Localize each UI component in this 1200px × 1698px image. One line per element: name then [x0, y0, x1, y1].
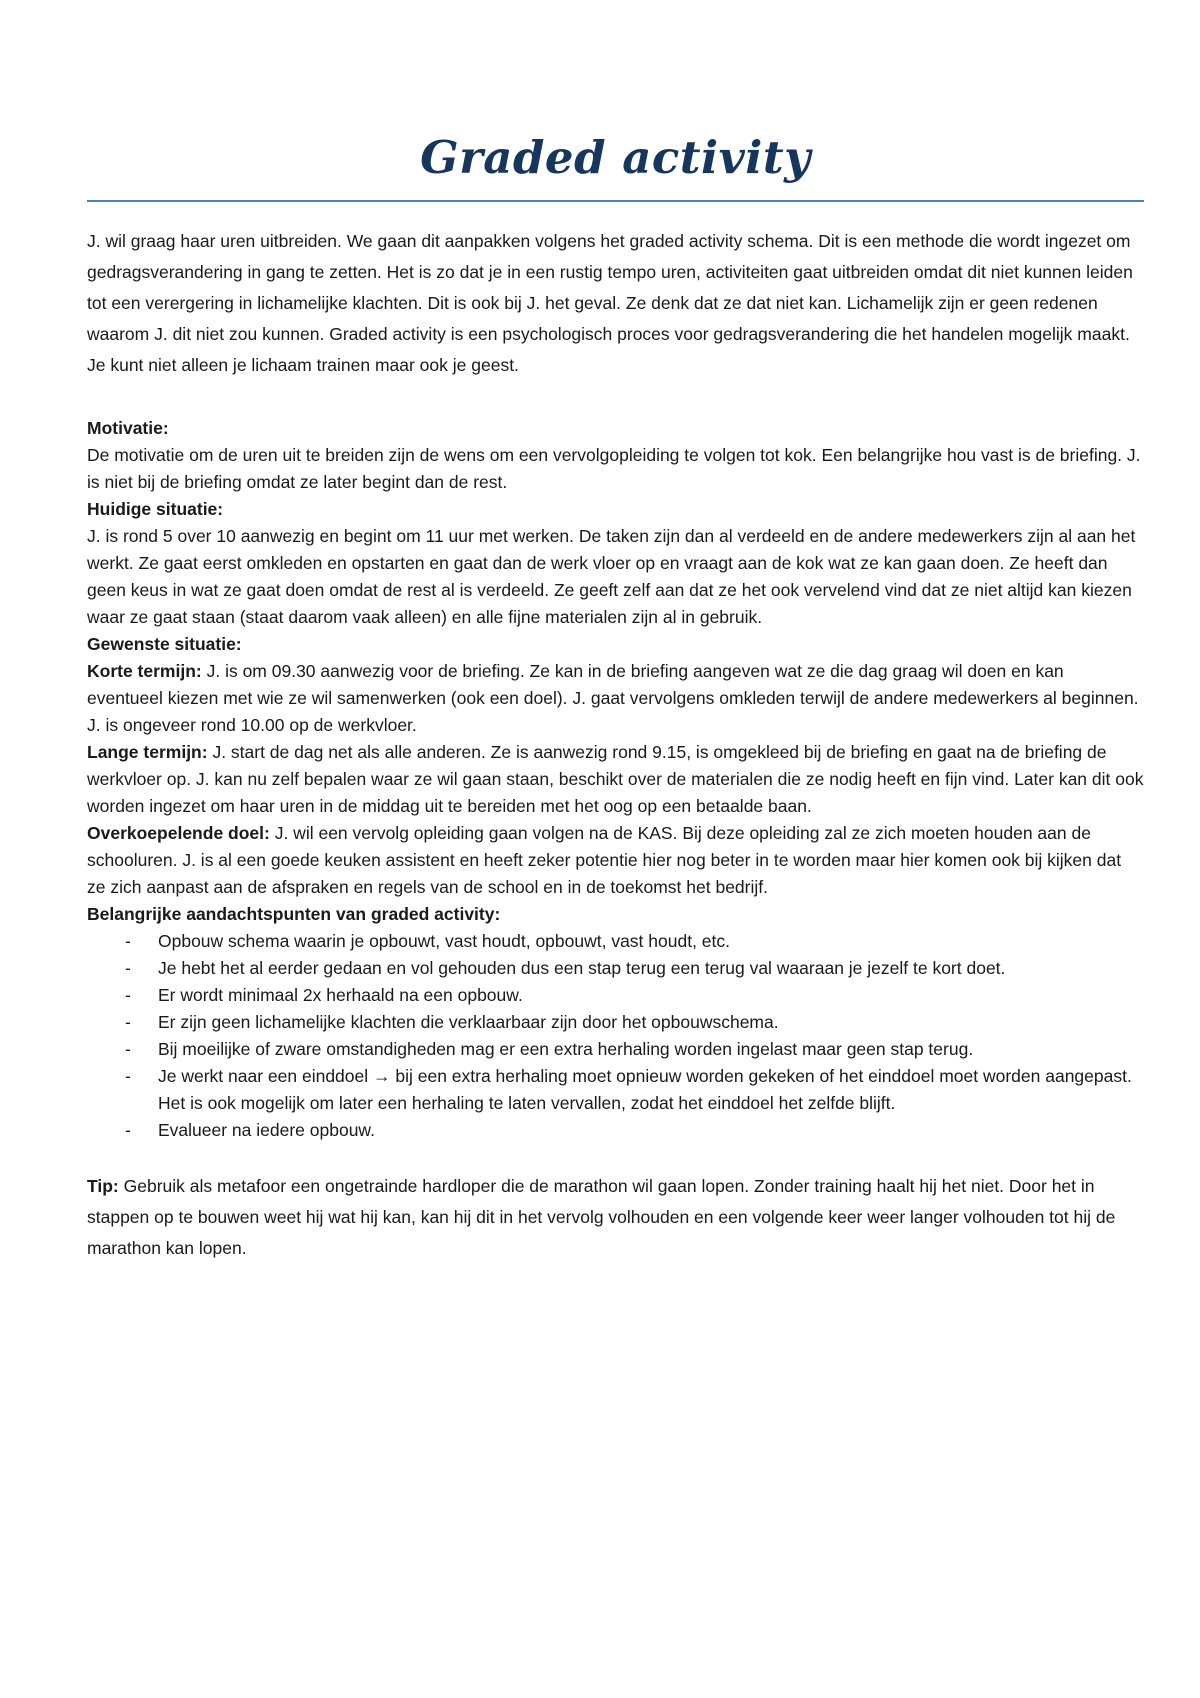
- tip-label: Tip:: [87, 1176, 119, 1196]
- bullet-dash: -: [125, 931, 131, 951]
- bullet-dash: -: [125, 1066, 131, 1086]
- bullet-dash: -: [125, 958, 131, 978]
- bullet-dash: -: [125, 1039, 131, 1059]
- korte-termijn-paragraph: [87, 658, 1144, 739]
- list-item: - Opbouw schema waarin je opbouwt, vast houdt, opbouwt, vast houdt, etc.: [87, 928, 1144, 955]
- document-page: [87, 128, 1144, 1264]
- huidige-situatie-heading: Huidige situatie:: [87, 499, 224, 519]
- overkoepelende-doel-text: J. wil een vervolg opleiding gaan volgen na de KAS. Bij deze opleiding zal ze zich moeten houden aan de schooluren. J. is al een goede keuken assistent en heeft zeker potentie hier nog beter in te worden maar hier komen ook bij kijken dat ze zich aanpast aan de afspraken en regels van de school en in de toekomst het bedrijf.: [87, 823, 1122, 897]
- gewenste-situatie-heading: Gewenste situatie:: [87, 634, 242, 654]
- bullet-dash: -: [125, 985, 131, 1005]
- motivatie-paragraph: De motivatie om de uren uit te breiden zijn de wens om een vervolgopleiding te volgen tot kok. Een belangrijke hou vast is de briefing. J. is niet bij de briefing omdat ze later begint dan de rest.: [87, 445, 1141, 492]
- aandachtspunten-heading: Belangrijke aandachtspunten van graded activity:: [87, 904, 501, 924]
- bullet-dash: -: [125, 1012, 131, 1032]
- overkoepelende-doel-label: Overkoepelende doel:: [87, 823, 270, 843]
- huidige-situatie-paragraph: J. is rond 5 over 10 aanwezig en begint om 11 uur met werken. De taken zijn dan al verdeeld en de andere medewerkers zijn al aan het werkt. Ze gaat eerst omkleden en opstarten en gaat dan de werk vloer op en vraagt aan de kok wat ze kan gaan doen. Ze heeft dan geen keus in wat ze gaat doen omdat de rest al is verdeeld. Ze geeft zelf aan dat ze het ook vervelend vind dat ze niet altijd kan kiezen waar ze gaat staan (staat daarom vaak alleen) en alle fijne materialen zijn al in gebruik.: [87, 526, 1136, 627]
- list-item: - Er zijn geen lichamelijke klachten die verklaarbaar zijn door het opbouwschema.: [87, 1009, 1144, 1036]
- list-item: - Er wordt minimaal 2x herhaald na een opbouw.: [87, 982, 1144, 1009]
- overkoepelende-doel-paragraph: [87, 820, 1144, 901]
- document-title: Graded activity: [420, 131, 811, 184]
- details-section: [87, 415, 1144, 1144]
- lange-termijn-text: J. start de dag net als alle anderen. Ze is aanwezig rond 9.15, is omgekleed bij de briefing en gaat na de briefing de werkvloer op. J. kan nu zelf bepalen waar ze wil gaan staan, beschikt over de materialen die ze nodig heeft en fijn vind. Later kan dit ook worden ingezet om haar uren in de middag uit te bereiden met het oog op een betaalde baan.: [87, 742, 1144, 816]
- list-item: - Evalueer na iedere opbouw.: [87, 1117, 1144, 1144]
- aandachtspunten-list: [87, 928, 1144, 1144]
- tip-paragraph: [87, 1171, 1144, 1264]
- lange-termijn-paragraph: [87, 739, 1144, 820]
- tip-section: [87, 1171, 1144, 1264]
- bullet-dash: -: [125, 1120, 131, 1140]
- list-item: - Je hebt het al eerder gedaan en vol gehouden dus een stap terug een terug val waaraan je jezelf te kort doet.: [87, 955, 1144, 982]
- korte-termijn-label: Korte termijn:: [87, 661, 202, 681]
- intro-paragraph: J. wil graag haar uren uitbreiden. We gaan dit aanpakken volgens het graded activity schema. Dit is een methode die wordt ingezet om gedragsverandering in gang te zetten. Het is zo dat je in een rustig tempo uren, activiteiten gaat uitbreiden omdat dit niet kunnen leiden tot een verergering in lichamelijke klachten. Dit is ook bij J. het geval. Ze denk dat ze dat niet kan. Lichamelijk zijn er geen redenen waarom J. dit niet zou kunnen. Graded activity is een psychologisch proces voor gedragsverandering die het handelen mogelijk maakt. Je kunt niet alleen je lichaam trainen maar ook je geest.: [87, 231, 1133, 375]
- intro-section: [87, 226, 1144, 381]
- korte-termijn-text: J. is om 09.30 aanwezig voor de briefing. Ze kan in de briefing aangeven wat ze die dag graag wil doen en kan eventueel kiezen met wie ze wil samenwerken (ook een doel). J. gaat vervolgens omkleden terwijl de andere medewerkers al beginnen. J. is ongeveer rond 10.00 op de werkvloer.: [87, 661, 1139, 735]
- lange-termijn-label: Lange termijn:: [87, 742, 208, 762]
- list-item: - Bij moeilijke of zware omstandigheden mag er een extra herhaling worden ingelast maar geen stap terug.: [87, 1036, 1144, 1063]
- title-underline: [87, 200, 1144, 202]
- list-item: - Je werkt naar een einddoel → bij een extra herhaling moet opnieuw worden gekeken of het einddoel moet worden aangepast. Het is ook mogelijk om later een herhaling te laten vervallen, zodat het einddoel het zelfde blijft.: [87, 1063, 1144, 1117]
- motivatie-heading: Motivatie:: [87, 418, 169, 438]
- tip-text: Gebruik als metafoor een ongetrainde hardloper die de marathon wil gaan lopen. Zonder training haalt hij het niet. Door het in stappen op te bouwen weet hij wat hij kan, kan hij dit in het vervolg volhouden en een volgende keer weer langer volhouden tot hij de marathon kan lopen.: [87, 1176, 1116, 1258]
